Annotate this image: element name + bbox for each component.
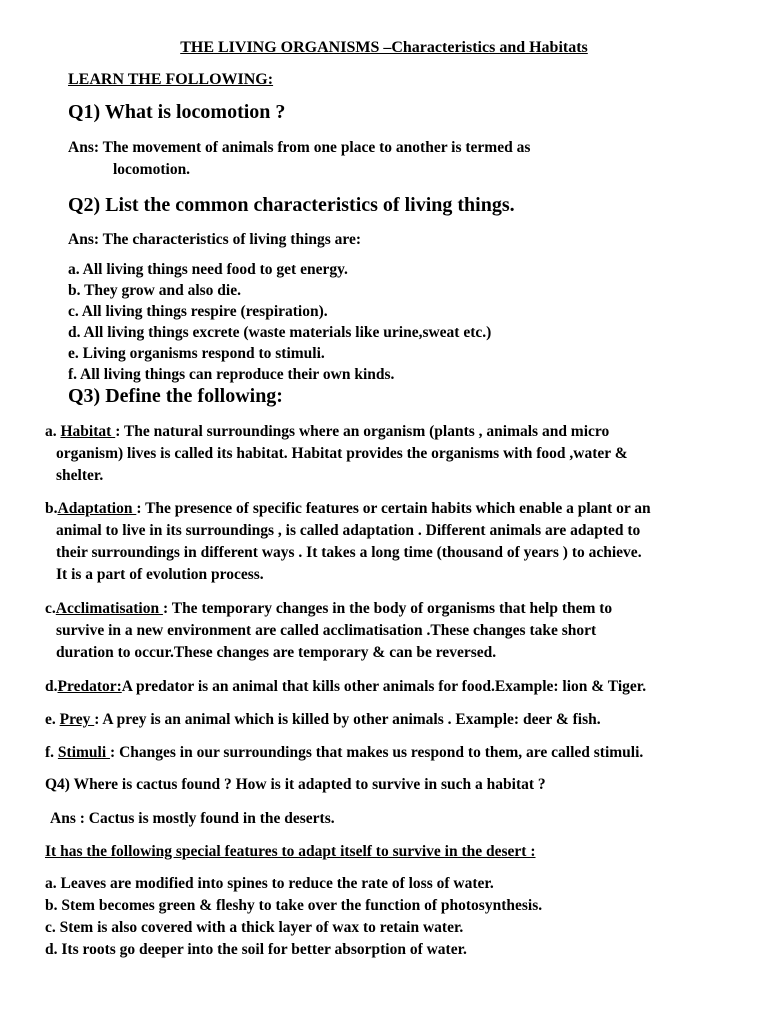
def-text: : The temporary changes in the body of organisms that help them to <box>162 600 613 617</box>
q3-question: Q3) Define the following: <box>68 385 283 407</box>
def-predator <box>45 676 740 698</box>
list-item: b. Stem becomes green & fleshy to take over the function of photosynthesis. <box>45 897 543 914</box>
q1-answer-line1: Ans: The movement of animals from one place to another is termed as <box>68 139 531 156</box>
list-item: c. Stem is also covered with a thick layer of wax to retain water. <box>45 919 464 936</box>
learn-heading: LEARN THE FOLLOWING: <box>68 71 274 88</box>
list-item: c. All living things respire (respiration). <box>68 303 328 320</box>
def-term: Adaptation <box>57 500 137 517</box>
q2-answer-intro: Ans: The characteristics of living things are: <box>68 231 362 248</box>
def-term: Acclimatisation <box>55 600 163 617</box>
page-title: THE LIVING ORGANISMS –Characteristics and Habitats <box>180 39 588 56</box>
def-text: survive in a new environment are called acclimatisation .These changes take short <box>56 622 597 639</box>
def-term: Stimuli <box>57 744 111 761</box>
q1-question: Q1) What is locomotion ? <box>68 101 286 123</box>
def-text: their surroundings in different ways . It takes a long time (thousand of years ) to achieve. <box>56 544 642 561</box>
list-item: d. All living things excrete (waste materials like urine,sweat etc.) <box>68 324 492 341</box>
def-text: animal to live in its surroundings , is called adaptation . Different animals are adapted to <box>56 522 641 539</box>
q4-answer: Ans : Cactus is mostly found in the deserts. <box>50 810 335 827</box>
def-prefix: a. <box>45 423 61 440</box>
q4-question: Q4) Where is cactus found ? How is it adapted to survive in such a habitat ? <box>45 776 546 793</box>
def-text: : A prey is an animal which is killed by other animals . Example: deer & fish. <box>94 711 601 728</box>
def-text: : The presence of specific features or certain habits which enable a plant or an <box>136 500 651 517</box>
list-item: a. All living things need food to get energy. <box>68 261 348 278</box>
list-item: a. Leaves are modified into spines to reduce the rate of loss of water. <box>45 875 494 892</box>
q1-answer-line2: locomotion. <box>113 161 191 178</box>
def-term: Habitat <box>60 423 116 440</box>
q4-features-heading: It has the following special features to adapt itself to survive in the desert : <box>45 843 536 860</box>
def-prefix: f. <box>45 744 58 761</box>
list-item: e. Living organisms respond to stimuli. <box>68 345 325 362</box>
def-text: : Changes in our surroundings that makes us respond to them, are called stimuli. <box>110 744 644 761</box>
def-prefix: e. <box>45 711 60 728</box>
def-habitat <box>45 421 740 487</box>
def-prefix: d. <box>45 678 58 695</box>
def-text: duration to occur.These changes are temporary & can be reversed. <box>56 644 497 661</box>
def-prefix: b. <box>45 500 58 517</box>
def-prefix: c. <box>45 600 56 617</box>
def-text: shelter. <box>56 467 104 484</box>
q2-characteristics-list <box>68 259 768 385</box>
q4-features-list <box>45 873 768 961</box>
def-term: Prey <box>59 711 95 728</box>
def-adaptation <box>45 498 740 586</box>
def-text: : The natural surroundings where an organism (plants , animals and micro <box>115 423 610 440</box>
def-prey <box>45 709 740 731</box>
list-item: b. They grow and also die. <box>68 282 241 299</box>
list-item: f. All living things can reproduce their own kinds. <box>68 366 395 383</box>
def-acclimatisation <box>45 598 740 664</box>
def-text: organism) lives is called its habitat. Habitat provides the organisms with food ,water & <box>56 445 628 462</box>
q2-question: Q2) List the common characteristics of living things. <box>68 194 515 216</box>
def-text: It is a part of evolution process. <box>56 566 264 583</box>
def-term: Predator: <box>57 678 122 695</box>
def-text: A predator is an animal that kills other animals for food.Example: lion & Tiger. <box>121 678 647 695</box>
list-item: d. Its roots go deeper into the soil for better absorption of water. <box>45 941 467 958</box>
def-stimuli <box>45 742 740 764</box>
